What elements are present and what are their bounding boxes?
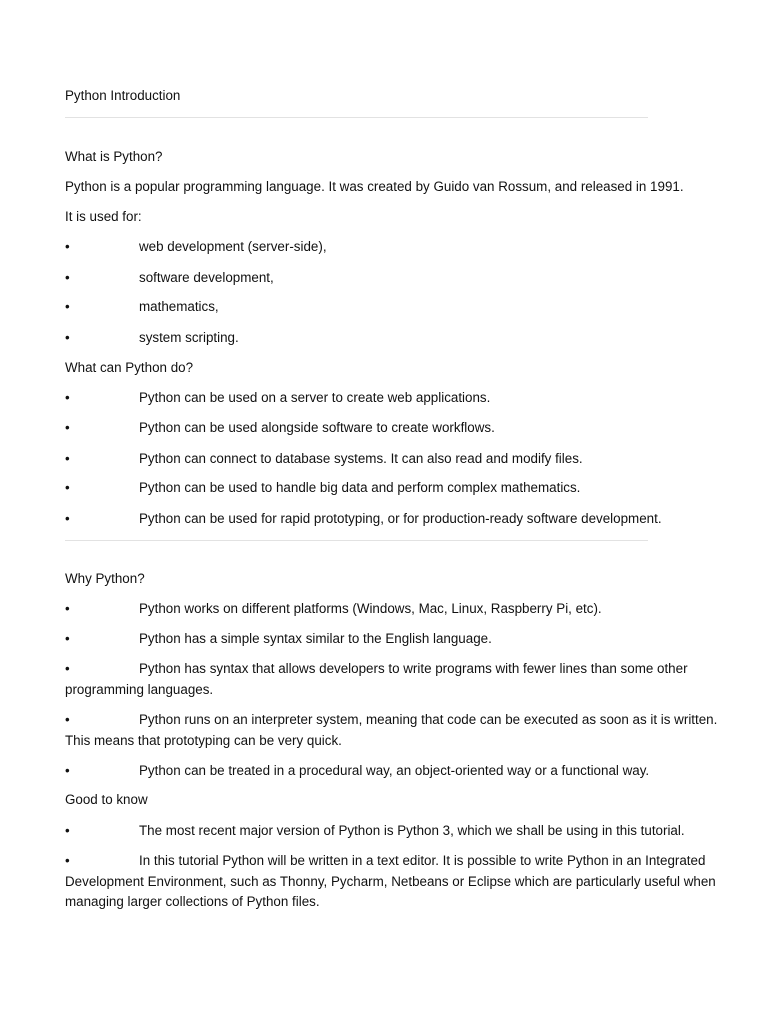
used-for-label: It is used for: xyxy=(65,209,142,224)
section-heading-what-can-python-do: What can Python do? xyxy=(65,360,194,375)
bullet-marker: • xyxy=(65,480,70,495)
list-item-text: Python can be used on a server to create web applications. xyxy=(139,390,491,405)
bullet-marker: • xyxy=(65,763,70,778)
list-item xyxy=(65,449,583,469)
list-item-text: The most recent major version of Python is Python 3, which we shall be using in this tutorial. xyxy=(139,823,685,838)
bullet-marker: • xyxy=(65,712,70,727)
list-item-text: software development, xyxy=(139,270,274,285)
list-item-text: mathematics, xyxy=(139,299,219,314)
bullet-marker: • xyxy=(65,420,70,435)
list-item-text: system scripting. xyxy=(139,330,239,345)
list-item xyxy=(65,629,492,649)
list-item xyxy=(65,237,327,257)
list-item xyxy=(65,761,649,781)
bullet-marker: • xyxy=(65,661,70,676)
bullet-marker: • xyxy=(65,451,70,466)
bullet-marker: • xyxy=(65,239,70,254)
list-item-text: Python runs on an interpreter system, meaning that code can be executed as soon as it is written. This means that prototyping can be very quick. xyxy=(65,712,718,748)
page-title: Python Introduction xyxy=(65,88,181,103)
list-item-text: In this tutorial Python will be written in a text editor. It is possible to write Python in an Integrated Development Environment, such as Thonny, Pycharm, Netbeans or Eclipse which are particularly useful when managing larger collections of Python files. xyxy=(65,853,716,909)
list-item xyxy=(65,599,602,619)
intro-paragraph: Python is a popular programming language. It was created by Guido van Rossum, and released in 1991. xyxy=(65,179,684,194)
bullet-marker: • xyxy=(65,390,70,405)
list-item-text: Python can be used alongside software to create workflows. xyxy=(139,420,495,435)
title-divider xyxy=(65,117,648,118)
section-heading-why-python: Why Python? xyxy=(65,571,145,586)
list-item xyxy=(65,268,274,288)
list-item xyxy=(65,851,735,913)
section-divider xyxy=(65,540,648,541)
list-item-text: web development (server-side), xyxy=(139,239,327,254)
list-item-text: Python can be used to handle big data and perform complex mathematics. xyxy=(139,480,581,495)
bullet-marker: • xyxy=(65,511,70,526)
list-item-text: Python can connect to database systems. It can also read and modify files. xyxy=(139,451,583,466)
bullet-marker: • xyxy=(65,601,70,616)
list-item-text: Python has a simple syntax similar to the English language. xyxy=(139,631,492,646)
bullet-marker: • xyxy=(65,330,70,345)
bullet-marker: • xyxy=(65,853,70,868)
list-item xyxy=(65,659,735,700)
list-item xyxy=(65,478,580,498)
list-item-text: Python has syntax that allows developers to write programs with fewer lines than some other programming languages. xyxy=(65,661,688,697)
list-item xyxy=(65,821,685,841)
bullet-marker: • xyxy=(65,270,70,285)
section-heading-good-to-know: Good to know xyxy=(65,792,148,807)
list-item-text: Python can be treated in a procedural way, an object-oriented way or a functional way. xyxy=(139,763,650,778)
list-item xyxy=(65,328,239,348)
list-item xyxy=(65,418,495,438)
list-item xyxy=(65,297,219,317)
list-item xyxy=(65,388,490,408)
bullet-marker: • xyxy=(65,823,70,838)
list-item-text: Python works on different platforms (Windows, Mac, Linux, Raspberry Pi, etc). xyxy=(139,601,602,616)
list-item-text: Python can be used for rapid prototyping, or for production-ready software development. xyxy=(139,511,662,526)
list-item xyxy=(65,710,735,751)
bullet-marker: • xyxy=(65,299,70,314)
list-item xyxy=(65,509,662,529)
section-heading-what-is-python: What is Python? xyxy=(65,149,163,164)
bullet-marker: • xyxy=(65,631,70,646)
